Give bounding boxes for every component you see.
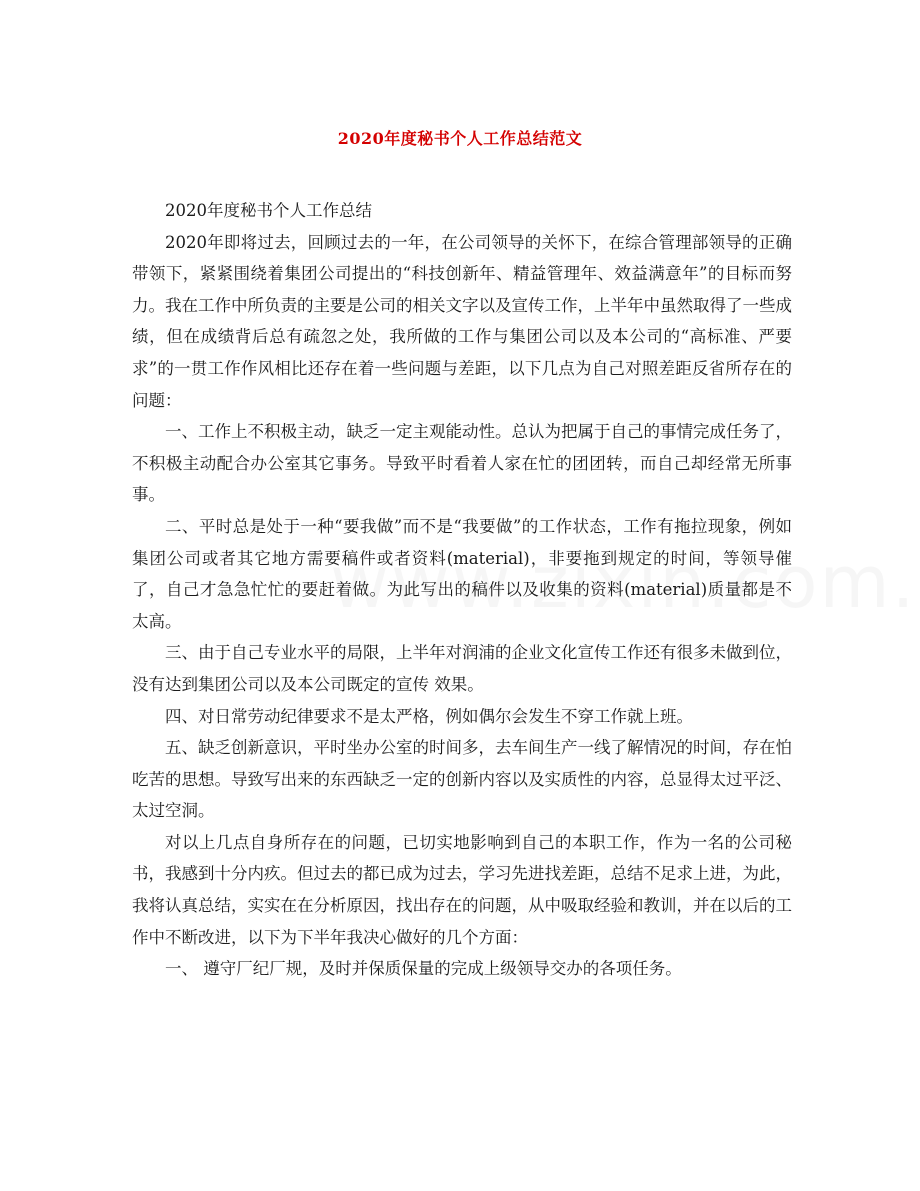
document-body bbox=[132, 195, 792, 985]
document-title: 2020年度秘书个人工作总结范文 bbox=[337, 129, 583, 148]
paragraph-plan-1: 一、 遵守厂纪厂规，及时并保质保量的完成上级领导交办的各项任务。 bbox=[165, 959, 682, 979]
paragraph-subtitle: 2020年度秘书个人工作总结 bbox=[165, 201, 372, 220]
paragraph-issue-4: 四、对日常劳动纪律要求不是太严格，例如偶尔会发生不穿工作就上班。 bbox=[165, 706, 693, 726]
paragraph-issue-2: 二、平时总是处于一种“要我做”而不是“我要做”的工作状态，工作有拖拉现象，例如集团公司或者其它地方需要稿件或者资料(material)，非要拖到规定的时间，等领导催了，自己才急急忙忙的要赶着做。为此写出的稿件以及收集的资料(material)质量都是不太高。 bbox=[132, 516, 792, 631]
paragraph-issue-3: 三、由于自己专业水平的局限，上半年对润浦的企业文化宣传工作还有很多未做到位，没有达到集团公司以及本公司既定的宣传 效果。 bbox=[132, 643, 792, 694]
paragraph-issue-5: 五、缺乏创新意识，平时坐办公室的时间多，去车间生产一线了解情况的时间，存在怕吃苦的思想。导致写出来的东西缺乏一定的创新内容以及实质性的内容，总显得太过平泛、太过空洞。 bbox=[132, 738, 792, 821]
paragraph-issue-1: 一、工作上不积极主动，缺乏一定主观能动性。总认为把属于自己的事情完成任务了，不积极主动配合办公室其它事务。导致平时看着人家在忙的团团转，而自己却经常无所事事。 bbox=[132, 422, 792, 505]
paragraph-reflection: 对以上几点自身所存在的问题，已切实地影响到自己的本职工作，作为一名的公司秘书，我感到十分内疚。但过去的都已成为过去，学习先进找差距，总结不足求上进，为此，我将认真总结，实实在在分析原因，找出存在的问题，从中吸取经验和教训，并在以后的工作中不断改进，以下为下半年我决心做好的几个方面： bbox=[132, 832, 792, 947]
paragraph-intro: 2020年即将过去，回顾过去的一年，在公司领导的关怀下，在综合管理部领导的正确带领下，紧紧围绕着集团公司提出的“科技创新年、精益管理年、效益满意年”的目标而努力。我在工作中所负责的主要是公司的相关文字以及宣传工作，上半年中虽然取得了一些成绩，但在成绩背后总有疏忽之处，我所做的工作与集团公司以及本公司的“高标准、严要求”的一贯工作作风相比还存在着一些问题与差距，以下几点为自己对照差距反省所存在的问题： bbox=[132, 232, 792, 410]
